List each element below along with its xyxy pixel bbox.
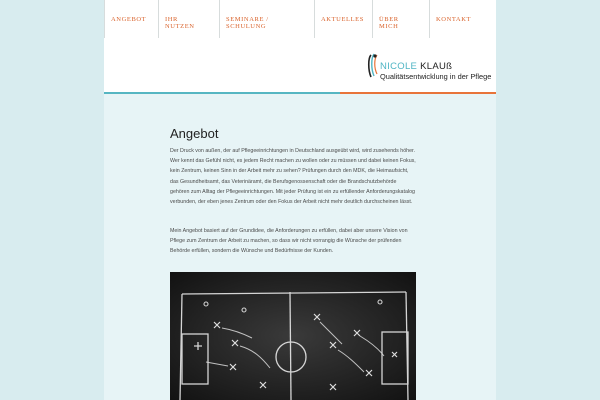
nav-item-angebot[interactable]: ANGEBOT xyxy=(104,0,154,38)
nav-item-ueber-mich[interactable]: ÜBER MICH xyxy=(372,0,420,38)
nav-item-kontakt[interactable]: KONTAKT xyxy=(429,0,496,38)
logo-first-name: NICOLE xyxy=(380,61,418,72)
logo-tagline: Qualitätsentwicklung in der Pflege xyxy=(380,72,492,81)
logo-last-name: KLAUß xyxy=(420,61,453,72)
offer-paragraph: Mein Angebot basiert auf der Grundidee, die Anforderungen zu erfüllen, dabei aber unsere Vision von Pflege zum Zentrum der Arbeit zu machen, so dass wir nicht vorrangig die Wünsche der prüfenden Behörde erfüllen, sondern die Wünsche und Bedürfnisse der Kunden. xyxy=(170,228,408,255)
logo-name xyxy=(380,61,452,72)
site-header xyxy=(104,38,496,92)
main-content xyxy=(104,94,496,400)
page-title: Angebot xyxy=(170,126,219,141)
intro-paragraph: Der Druck von außen, der auf Pflegeeinrichtungen in Deutschland ausgeübt wird, wird zusehends höher. Wer kennt das Gefühl nicht, es jedem Recht machen zu wollen oder zu müssen und dabei keinen Fokus, kein Zentrum, keinen Sinn in der Arbeit mehr zu sehen? Prüfungen durch den MDK, die Heimaufsicht, das Gesundheitsamt, das Veterinäramt, die Berufsgenossenschaft oder die Brandschutzbehörde gehören zum Alltag der Pflegeeinrichtungen. Mit jeder Prüfung ist ein zu erfüllender Anforderungskatalog verbunden, der eben jenes Zentrum oder den Fokus der Arbeit nicht mehr deutlich durchscheinen lässt. xyxy=(170,148,416,206)
nav-item-seminare[interactable]: SEMINARE / SCHULUNG xyxy=(219,0,285,38)
nav-item-ihr-nutzen[interactable]: IHR NUTZEN xyxy=(158,0,206,38)
site-logo[interactable] xyxy=(366,52,494,86)
nav-item-aktuelles[interactable]: AKTUELLES xyxy=(314,0,370,38)
chalkboard-tactics-drawing xyxy=(170,272,416,400)
main-navigation xyxy=(104,0,496,39)
page-container xyxy=(104,0,496,400)
chalkboard-image xyxy=(170,272,416,400)
